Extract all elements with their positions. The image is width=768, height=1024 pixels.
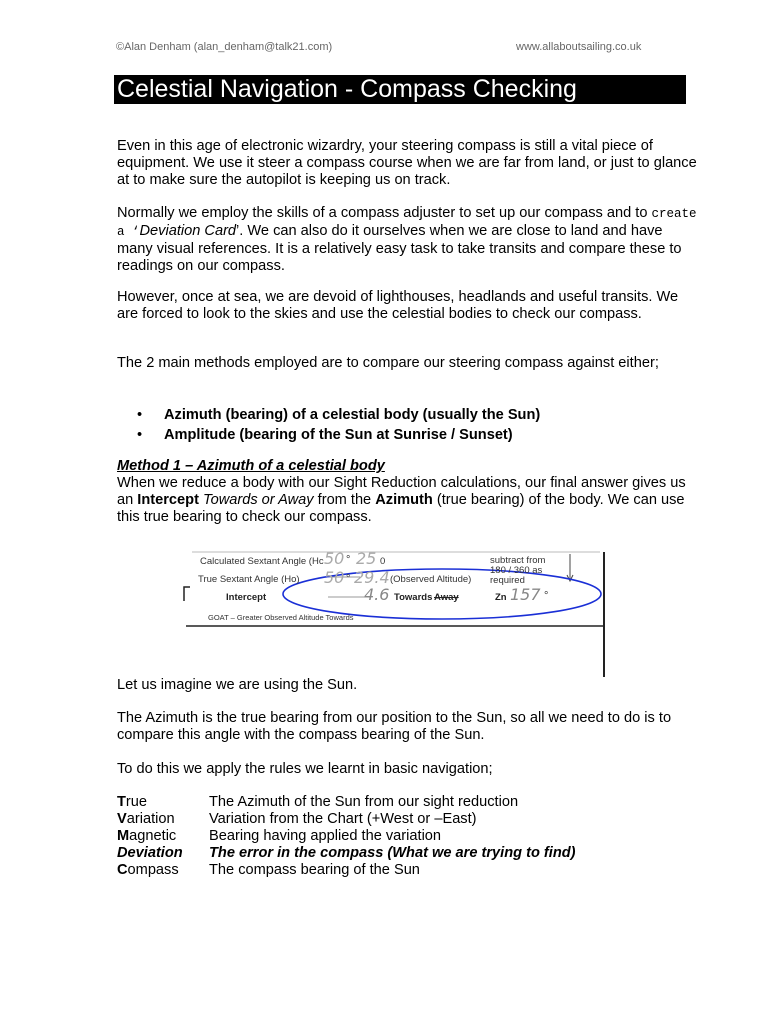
rule-definition: Variation from the Chart (+West or –East) [209, 811, 477, 827]
fig-row2-deg: 50 [324, 568, 345, 587]
tvmdc-rules-table [117, 794, 576, 879]
list-item: • Azimuth (bearing) of a celestial body (usually the Sun) [137, 405, 540, 425]
paragraph-at-sea: However, once at sea, we are devoid of lighthouses, headlands and useful transits. We are forced to look to the skies and use the celestial bodies to check our compass. [117, 289, 679, 322]
fig-goat-note: GOAT – Greater Observed Altitude Towards [208, 613, 354, 622]
sight-reduction-figure [180, 549, 608, 679]
fig-away: Away [434, 592, 459, 603]
rule-definition: Bearing having applied the variation [209, 828, 442, 844]
table-row [117, 862, 576, 879]
header-author: ©Alan Denham (alan_denham@talk21.com) [116, 41, 333, 53]
list-item: • Amplitude (bearing of the Sun at Sunrise / Sunset) [137, 425, 540, 445]
paragraph-imagine-sun: Let us imagine we are using the Sun. [117, 677, 358, 693]
method1-heading: Method 1 – Azimuth of a celestial body [117, 458, 385, 474]
fig-row2-note: (Observed Altitude) [390, 574, 472, 585]
rule-term: True [117, 794, 148, 810]
p2-deviation-card: Deviation Card [139, 223, 237, 239]
paragraph-rules-intro: To do this we apply the rules we learnt in basic navigation; [117, 761, 493, 777]
m1-t1: When we reduce a body with our Sight Reduction calculations, our final answer gives us an [117, 475, 686, 508]
fig-towards: Towards [394, 592, 433, 603]
methods-list [137, 405, 540, 445]
p2-text-d: ’. We can also do it ourselves when we are close to land and have many visual references. It is a relatively easy task to take transits and compare these to readings on our compass. [117, 223, 682, 274]
table-row [117, 828, 576, 845]
rule-definition: The Azimuth of the Sun from our sight reduction [209, 794, 519, 810]
fig-zn-label: Zn [495, 592, 507, 603]
fig-row1-deg: 50 [324, 549, 345, 568]
paragraph-intro: Even in this age of electronic wizardry, your steering compass is still a vital piece of equipment. We use it steer a compass course when we are far from land, or just to glance at to make sure the autopilot is keeping us on track. [117, 138, 697, 188]
rule-term: Magnetic [117, 828, 177, 844]
rule-definition: The compass bearing of the Sun [209, 862, 420, 878]
paragraph-method1 [117, 475, 697, 526]
paragraph-azimuth: The Azimuth is the true bearing from our position to the Sun, so all we need to do is to compare this angle with the compass bearing of the Sun. [117, 710, 672, 743]
fig-zn-deg-symbol: ° [544, 590, 549, 602]
page-title: Celestial Navigation - Compass Checking [114, 75, 686, 104]
fig-intercept-label: Intercept [226, 592, 267, 603]
fig-row1-zero: 0 [380, 556, 386, 567]
table-row [117, 811, 576, 828]
rule-term: Deviation [117, 845, 183, 861]
p2-text-b: create a ‘ [117, 207, 697, 239]
fig-row2-min: 29.4 [354, 568, 390, 587]
paragraph-deviation-card [117, 205, 697, 275]
table-row [117, 794, 576, 811]
fig-subtract-note: subtract from 180 / 360 as required [490, 555, 546, 586]
rule-term: Variation [117, 811, 175, 827]
rule-term: Compass [117, 862, 179, 878]
m1-intercept: Intercept [137, 492, 199, 508]
m1-t5: from the [313, 492, 376, 508]
fig-row1-min: 25 [356, 549, 377, 568]
header-website-link[interactable]: www.allaboutsailing.co.uk [516, 41, 642, 53]
rule-definition: The error in the compass (What we are trying to find) [209, 845, 576, 861]
m1-t7: (true bearing) of the body. We can use this true bearing to check our compass. [117, 492, 685, 525]
fig-row1-label: Calculated Sextant Angle (Hc [200, 556, 324, 567]
fig-intercept-value: 4.6 [364, 585, 390, 604]
fig-row2-deg-symbol: ° [346, 573, 351, 585]
table-row [117, 845, 576, 862]
m1-towards-away: Towards or Away [203, 492, 314, 508]
fig-row2-label: True Sextant Angle (Ho) [198, 574, 300, 585]
m1-azimuth: Azimuth [375, 492, 433, 508]
p2-text-a: Normally we employ the skills of a compass adjuster to set up our compass and to [117, 205, 648, 221]
paragraph-methods: The 2 main methods employed are to compare our steering compass against either; [117, 355, 659, 371]
fig-row1-deg-symbol: ° [346, 554, 351, 566]
fig-zn-value: 157 [510, 585, 541, 604]
